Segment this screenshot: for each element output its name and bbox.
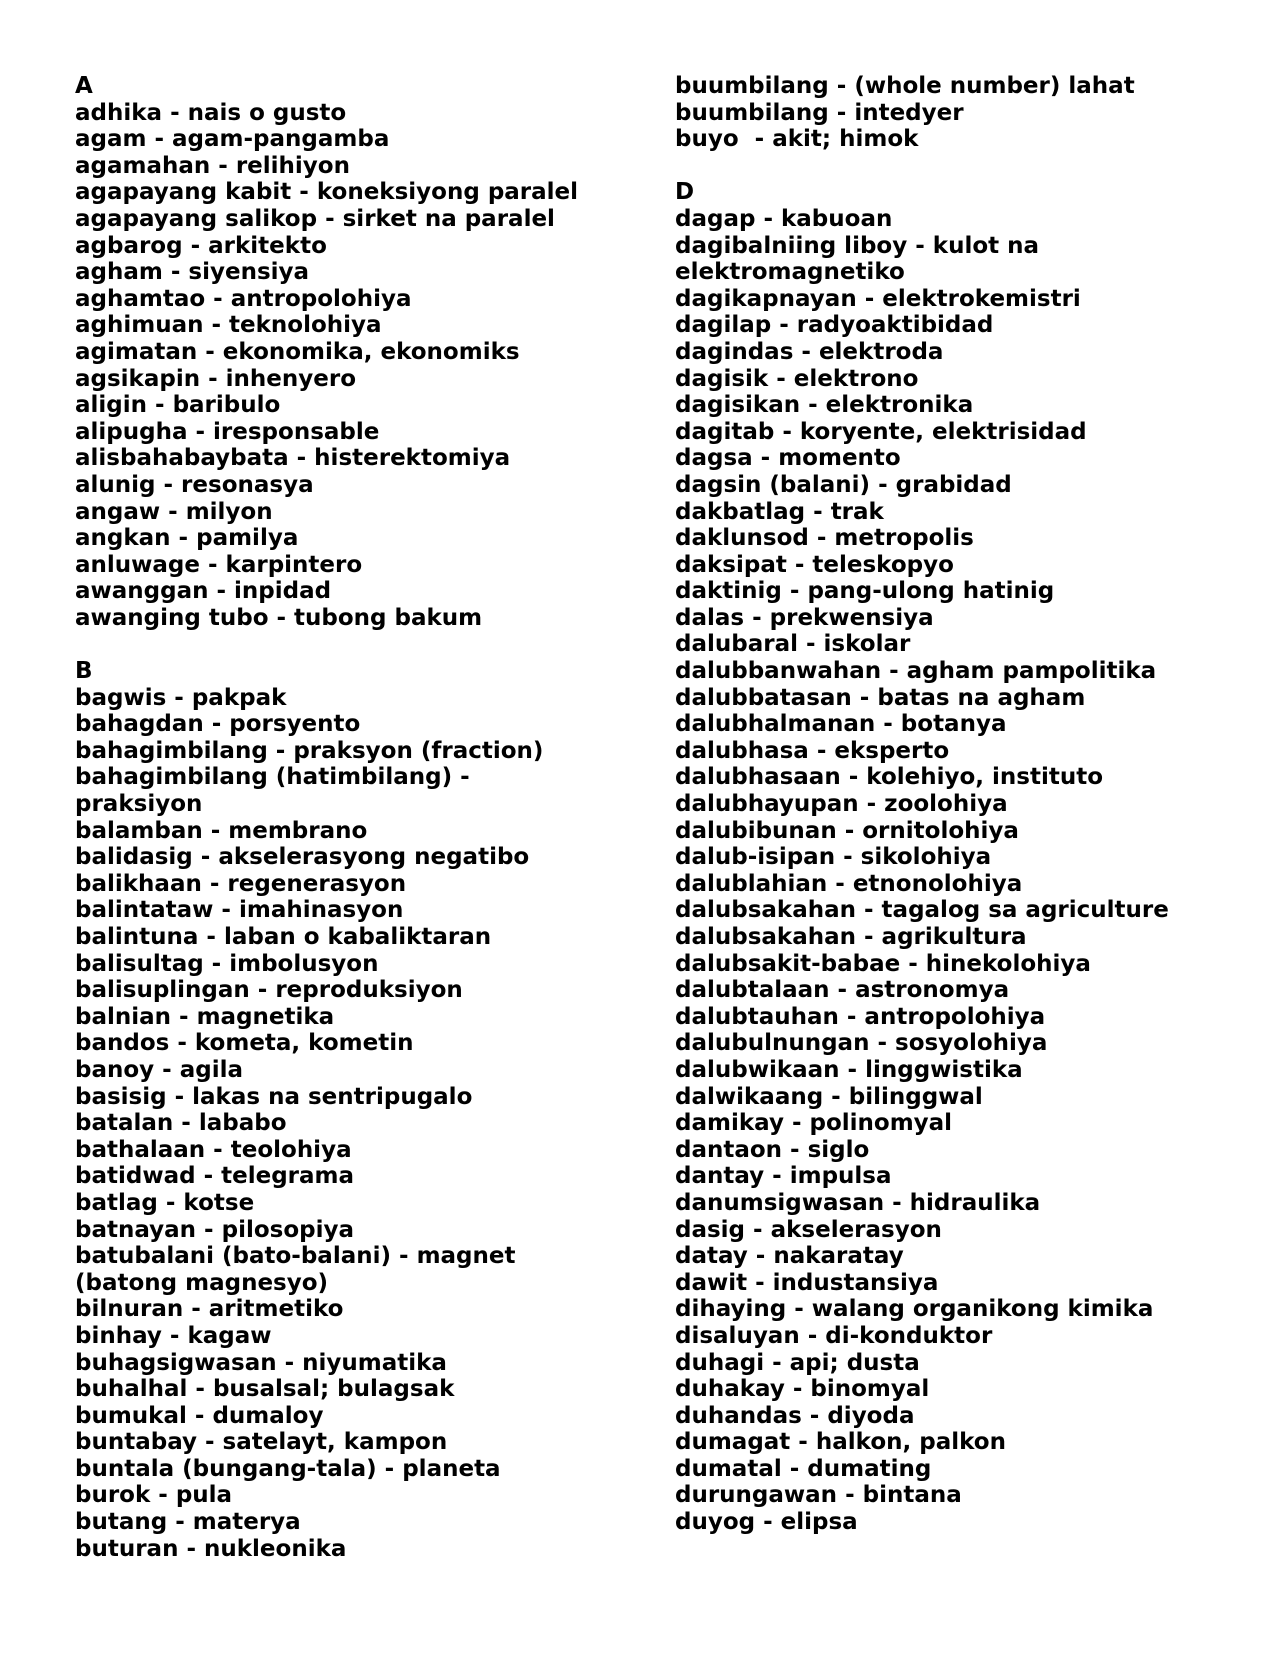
glossary-entry: dawit - industansiya — [675, 1269, 939, 1296]
section-letter-heading: D — [675, 179, 695, 206]
glossary-entry: anluwage - karpintero — [75, 551, 363, 578]
glossary-entry: bagwis - pakpak — [75, 684, 287, 711]
glossary-entry: dalubhasaan - kolehiyo, instituto — [675, 764, 1104, 791]
glossary-entry: dalas - prekwensiya — [675, 604, 934, 631]
right-column — [675, 73, 1275, 1536]
glossary-entry: buhalhal - busalsal; bulagsak — [75, 1376, 455, 1403]
glossary-entry: dihaying - walang organikong kimika — [675, 1296, 1154, 1323]
glossary-entry: dagisikan - elektronika — [675, 392, 974, 419]
glossary-entry: dagitab - koryente, elektrisidad — [675, 418, 1087, 445]
glossary-entry: batnayan - pilosopiya — [75, 1216, 354, 1243]
glossary-entry: balintataw - imahinasyon — [75, 897, 404, 924]
glossary-entry: dalubbanwahan - agham pampolitika — [675, 658, 1157, 685]
glossary-entry: burok - pula — [75, 1482, 233, 1509]
glossary-entry: banoy - agila — [75, 1056, 243, 1083]
glossary-entry: balisuplingan - reproduksiyon — [75, 977, 463, 1004]
glossary-entry: bahagimbilang - praksyon (fraction) — [75, 737, 544, 764]
glossary-entry: dalubhalmanan - botanya — [675, 711, 1007, 738]
glossary-entry: alunig - resonasya — [75, 471, 314, 498]
glossary-entry: dalubwikaan - linggwistika — [675, 1056, 1023, 1083]
glossary-entry: agbarog - arkitekto — [75, 232, 327, 259]
glossary-entry: dakbatlag - trak — [675, 498, 884, 525]
glossary-entry: agimatan - ekonomika, ekonomiks — [75, 338, 520, 365]
glossary-entry: batubalani (bato-balani) - magnet — [75, 1243, 516, 1270]
glossary-entry: dagikapnayan - elektrokemistri — [675, 285, 1081, 312]
glossary-entry: agam - agam-pangamba — [75, 126, 390, 153]
glossary-entry: dalub-isipan - sikolohiya — [675, 844, 992, 871]
glossary-entry: dalubsakahan - tagalog sa agriculture — [675, 897, 1169, 924]
glossary-entry: disaluyan - di-konduktor — [675, 1322, 993, 1349]
glossary-entry: daksipat - teleskopyo — [675, 551, 954, 578]
glossary-entry: dagilap - radyoaktibidad — [675, 312, 994, 339]
glossary-entry: dalubtalaan - astronomya — [675, 977, 1010, 1004]
glossary-entry: dagsa - momento — [675, 445, 901, 472]
glossary-entry: dalubbatasan - batas na agham — [675, 684, 1086, 711]
glossary-entry: dagindas - elektroda — [675, 338, 944, 365]
glossary-entry: dagibalniing liboy - kulot na — [675, 232, 1040, 259]
glossary-entry: balisultag - imbolusyon — [75, 950, 379, 977]
glossary-entry: dalubsakahan - agrikultura — [675, 924, 1027, 950]
blank-line — [675, 153, 1275, 180]
glossary-entry: bahagimbilang (hatimbilang) - — [75, 764, 470, 791]
glossary-entry: dalubhasa - eksperto — [675, 737, 950, 764]
glossary-entry: bumukal - dumaloy — [75, 1402, 324, 1429]
glossary-entry: angaw - milyon — [75, 498, 273, 525]
glossary-entry: dantay - impulsa — [675, 1163, 892, 1190]
glossary-entry: alisbahabaybata - histerektomiya — [75, 445, 511, 472]
glossary-entry: buhagsigwasan - niyumatika — [75, 1349, 447, 1376]
glossary-entry: aghamtao - antropolohiya — [75, 285, 412, 312]
glossary-entry: duhagi - api; dusta — [675, 1349, 920, 1376]
glossary-entry: aligin - baribulo — [75, 392, 281, 419]
glossary-entry: dalubaral - iskolar — [675, 631, 911, 658]
glossary-entry: duhakay - binomyal — [675, 1376, 930, 1403]
glossary-entry: bahagdan - porsyento — [75, 711, 361, 738]
glossary-entry: duyog - elipsa — [675, 1509, 858, 1536]
glossary-entry: bathalaan - teolohiya — [75, 1136, 352, 1163]
glossary-entry: buyo - akit; himok — [675, 126, 919, 153]
glossary-entry: batidwad - telegrama — [75, 1163, 355, 1190]
glossary-entry: buumbilang - intedyer — [675, 99, 964, 126]
glossary-entry: dasig - akselerasyon — [675, 1216, 942, 1243]
glossary-entry: batlag - kotse — [75, 1189, 255, 1216]
glossary-entry: dumagat - halkon, palkon — [675, 1429, 1006, 1456]
glossary-entry: balikhaan - regenerasyon — [75, 870, 407, 897]
glossary-entry: aghimuan - teknolohiya — [75, 312, 382, 339]
glossary-entry: agsikapin - inhenyero — [75, 365, 356, 392]
glossary-entry: balnian - magnetika — [75, 1003, 335, 1030]
glossary-entry: dalubtauhan - antropolohiya — [675, 1003, 1046, 1030]
glossary-entry: durungawan - bintana — [675, 1482, 962, 1509]
glossary-entry: elektromagnetiko — [675, 259, 905, 286]
glossary-entry: agham - siyensiya — [75, 259, 310, 286]
glossary-entry: agamahan - relihiyon — [75, 152, 350, 179]
section-letter-heading: A — [75, 73, 93, 99]
glossary-entry: balamban - membrano — [75, 817, 368, 844]
glossary-entry: dumatal - dumating — [675, 1455, 932, 1482]
glossary-entry: dantaon - siglo — [675, 1136, 870, 1163]
section-letter-heading: B — [75, 658, 93, 685]
glossary-entry: dagap - kabuoan — [675, 205, 893, 232]
glossary-entry: buturan - nukleonika — [75, 1535, 347, 1562]
glossary-entry: danumsigwasan - hidraulika — [675, 1189, 1041, 1216]
glossary-entry: buntala (bungang-tala) - planeta — [75, 1455, 501, 1482]
glossary-entry: daklunsod - metropolis — [675, 525, 974, 552]
glossary-entry: dalwikaang - bilinggwal — [675, 1083, 983, 1110]
left-column — [75, 73, 655, 1562]
glossary-entry: balintuna - laban o kabaliktaran — [75, 924, 492, 950]
glossary-entry: butang - materya — [75, 1509, 301, 1536]
glossary-entry: dalubibunan - ornitolohiya — [675, 817, 1019, 844]
blank-line — [75, 631, 655, 658]
glossary-entry: duhandas - diyoda — [675, 1402, 915, 1429]
glossary-entry: agapayang salikop - sirket na paralel — [75, 205, 555, 232]
glossary-entry: agapayang kabit - koneksiyong paralel — [75, 179, 579, 206]
glossary-entry: awanging tubo - tubong bakum — [75, 604, 483, 631]
glossary-entry: adhika - nais o gusto — [75, 99, 347, 126]
glossary-entry: dalubhayupan - zoolohiya — [675, 791, 1008, 818]
glossary-entry: daktinig - pang-ulong hatinig — [675, 578, 1055, 605]
glossary-entry: batalan - lababo — [75, 1110, 287, 1137]
glossary-entry: dalublahian - etnonolohiya — [675, 870, 1023, 897]
glossary-entry: buntabay - satelayt, kampon — [75, 1429, 448, 1456]
glossary-entry: binhay - kagaw — [75, 1322, 272, 1349]
glossary-entry: angkan - pamilya — [75, 525, 299, 552]
glossary-entry: dagisik - elektrono — [675, 365, 919, 392]
glossary-entry: balidasig - akselerasyong negatibo — [75, 844, 530, 871]
glossary-entry: praksiyon — [75, 791, 203, 818]
glossary-entry: datay - nakaratay — [675, 1243, 904, 1270]
glossary-entry: buumbilang - (whole number) lahat — [675, 73, 1135, 99]
glossary-entry: basisig - lakas na sentripugalo — [75, 1083, 473, 1110]
glossary-entry: awanggan - inpidad — [75, 578, 332, 605]
glossary-entry: dalubsakit-babae - hinekolohiya — [675, 950, 1091, 977]
glossary-entry: bilnuran - aritmetiko — [75, 1296, 344, 1323]
glossary-entry: bandos - kometa, kometin — [75, 1030, 414, 1057]
glossary-entry: dagsin (balani) - grabidad — [675, 471, 1012, 498]
glossary-entry: damikay - polinomyal — [675, 1110, 953, 1137]
glossary-entry: (batong magnesyo) — [75, 1269, 329, 1296]
glossary-entry: dalubulnungan - sosyolohiya — [675, 1030, 1048, 1057]
glossary-entry: alipugha - iresponsable — [75, 418, 380, 445]
